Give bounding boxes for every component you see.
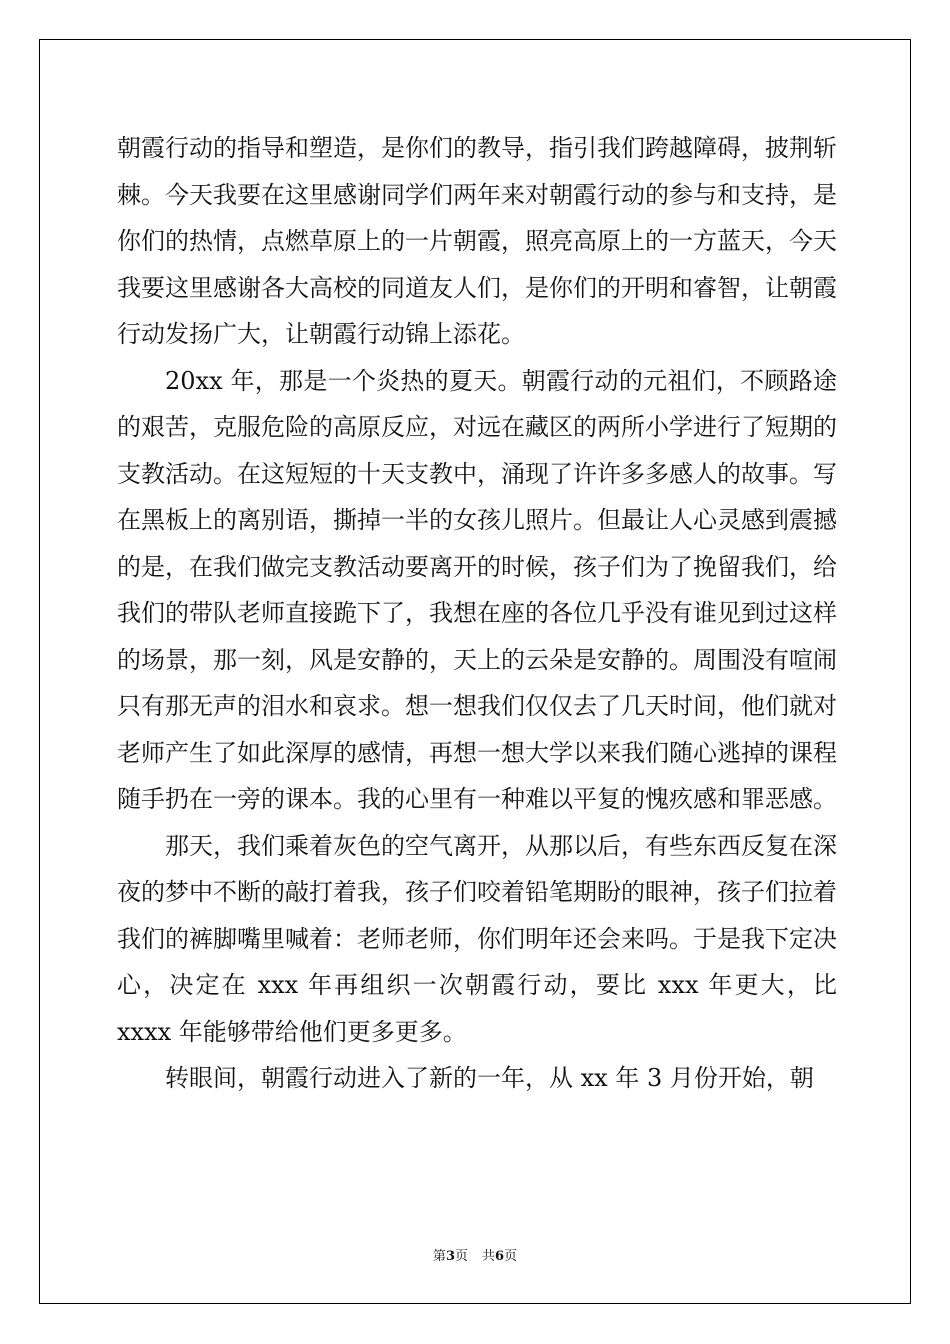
paragraph-3: 那天，我们乘着灰色的空气离开，从那以后，有些东西反复在深夜的梦中不断的敲打着我，孩子们咬着铅笔期盼的眼神，孩子们拉着我们的裤脚嘴里喊着：老师老师，你们明年还会来吗。于是我下定决心，决定在 xxx 年再组织一次朝霞行动，要比 xxx 年更大，比 xxxx 年能够带给他们更多更多。 bbox=[117, 831, 837, 1046]
paragraph-4: 转眼间，朝霞行动进入了新的一年，从 xx 年 3 月份开始，朝 bbox=[165, 1064, 814, 1092]
document-body bbox=[117, 125, 837, 1102]
page-total: 共6页 bbox=[482, 1249, 518, 1264]
paragraph-2: 20xx 年，那是一个炎热的夏天。朝霞行动的元祖们，不顾路途的艰苦，克服危险的高原反应，对远在藏区的两所小学进行了短期的支教活动。在这短短的十天支教中，涌现了许许多多感人的故事。写在黑板上的离别语，撕掉一半的女孩儿照片。但最让人心灵感到震撼的是，在我们做完支教活动要离开的时候，孩子们为了挽留我们，给我们的带队老师直接跪下了，我想在座的各位几乎没有谁见到过这样的场景，那一刻，风是安静的，天上的云朵是安静的。周围没有喧闹只有那无声的泪水和哀求。想一想我们仅仅去了几天时间，他们就对老师产生了如此深厚的感情，再想一想大学以来我们随心逃掉的课程随手扔在一旁的课本。我的心里有一种难以平复的愧疚感和罪恶感。 bbox=[117, 366, 837, 813]
page-footer bbox=[0, 1245, 950, 1264]
paragraph-1: 朝霞行动的指导和塑造，是你们的教导，指引我们跨越障碍，披荆斩棘。今天我要在这里感谢同学们两年来对朝霞行动的参与和支持，是你们的热情，点燃草原上的一片朝霞，照亮高原上的一方蓝天，今天我要这里感谢各大高校的同道友人们，是你们的开明和睿智，让朝霞行动发扬广大，让朝霞行动锦上添花。 bbox=[117, 134, 837, 348]
page-number: 第3页 bbox=[432, 1249, 468, 1264]
